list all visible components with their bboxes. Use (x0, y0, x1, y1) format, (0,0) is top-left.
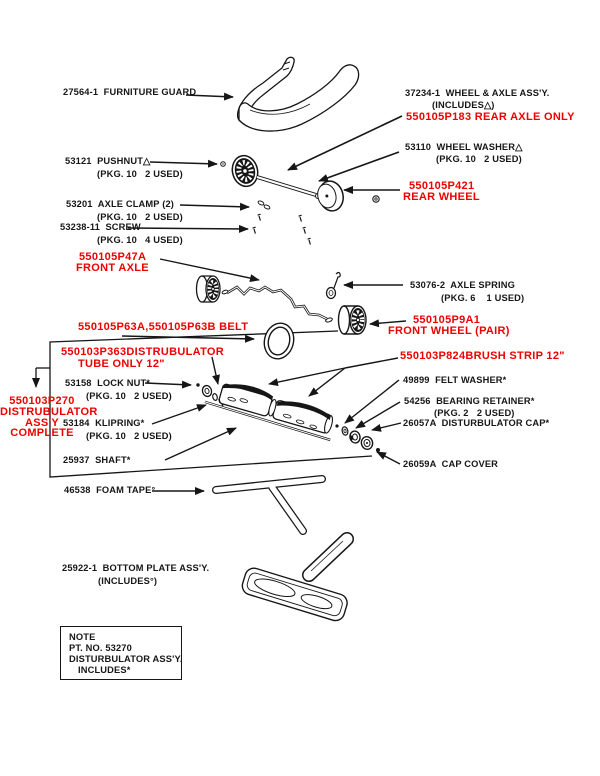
label-bottom-plate-includes: (INCLUDES°) (98, 576, 158, 586)
leader-pushnut (150, 162, 217, 164)
leader-wheel-washer (319, 152, 399, 181)
furniture-guard-drawing (238, 57, 359, 131)
label-axle-spring-pkg: (PKG. 6 1 USED) (441, 293, 525, 303)
leader-wheel-axle-assy (288, 116, 402, 170)
leader-felt-washer (345, 380, 399, 423)
bottom-plate-base (240, 566, 349, 623)
label-screw: 53238-11 SCREW (60, 222, 141, 232)
label-wheel-washer: 53110 WHEEL WASHER△ (405, 142, 523, 152)
label-klipring-pkg: (PKG. 10 2 USED) (86, 431, 172, 441)
label-wheel-axle-assy: 37234-1 WHEEL & AXLE ASS'Y. (405, 88, 550, 98)
foam-tape-drawing (216, 479, 322, 531)
cap-cover-part (376, 448, 380, 452)
axle-clamp-parts (258, 200, 271, 210)
label-tube-only-name: TUBE ONLY 12" (78, 358, 165, 370)
belt-drawing (261, 320, 298, 362)
label-rear-wheel-name: REAR WHEEL (403, 191, 480, 203)
label-tube-only-number: 550103P363DISTRUBULATOR (61, 346, 224, 358)
leader-bearing-retainer (356, 402, 400, 428)
label-furniture-guard: 27564-1 FURNITURE GUARD (63, 87, 197, 97)
brush-roll-drawing (196, 375, 380, 452)
label-front-axle-number: 550105P47A (79, 251, 147, 263)
label-dist-assy-number: 550103P270 (9, 395, 75, 407)
label-lock-nut-pkg: (PKG. 10 2 USED) (86, 391, 172, 401)
label-foam-tape: 46538 FOAM TAPE° (64, 485, 156, 495)
rear-wheel-part (315, 179, 347, 214)
leader-axle-clamp (180, 205, 249, 207)
label-belt: 550105P63A,550105P63B BELT (78, 321, 249, 333)
label-front-wheel-name: FRONT WHEEL (PAIR) (388, 325, 510, 337)
label-axle-clamp-pkg: (PKG. 10 2 USED) (97, 212, 183, 222)
leader-front-wheel (370, 321, 406, 324)
note-includes-line: INCLUDES* (78, 665, 131, 675)
leader-lock-nut (145, 383, 191, 385)
axle-spring-part (327, 273, 341, 299)
label-disturbulator-cap: 26057A DISTURBULATOR CAP* (403, 418, 550, 428)
leader-brush-strip-stem (345, 358, 398, 368)
label-klipring: 53184 KLIPRING* (63, 418, 145, 428)
label-felt-washer: 49899 FELT WASHER* (403, 375, 507, 385)
label-rear-axle-only: 550105P183 REAR AXLE ONLY (406, 111, 575, 123)
label-wheel-washer-pkg: (PKG. 10 2 USED) (436, 154, 522, 164)
label-shaft: 25937 SHAFT* (63, 455, 131, 465)
label-bearing-retainer-pkg: (PKG. 2 2 USED) (434, 408, 515, 418)
label-dist-assy-assy: ASS'Y (24, 417, 60, 429)
leader-cap-cover (377, 452, 400, 464)
end-grommet-part (201, 385, 213, 398)
leader-shaft (165, 428, 236, 460)
leader-tube-only (212, 357, 218, 384)
disturbulator-cap-part (360, 436, 374, 451)
bottom-plate-drawing (240, 539, 349, 623)
klipring-part (212, 393, 218, 401)
wheel-washer-part (373, 196, 379, 202)
note-assy-line: DISTURBULATOR ASS'Y. (69, 654, 183, 664)
note-title: NOTE (69, 632, 96, 642)
bearing-retainer-part (349, 430, 361, 444)
screw-parts (253, 214, 311, 244)
label-dist-assy-complete: COMPLETE (10, 427, 74, 439)
label-bearing-retainer: 54256 BEARING RETAINER* (404, 396, 535, 406)
label-pushnut-pkg: (PKG. 10 2 USED) (97, 169, 183, 179)
label-axle-spring: 53076-2 AXLE SPRING (410, 280, 515, 290)
label-bottom-plate: 25922-1 BOTTOM PLATE ASS'Y. (62, 563, 210, 573)
label-dist-assy-name: DISTRUBULATOR (0, 406, 98, 418)
label-rear-wheel-number: 550105P421 (409, 180, 475, 192)
label-front-axle-name: FRONT AXLE (76, 262, 149, 274)
label-wheel-axle-includes: (INCLUDES△) (432, 100, 495, 110)
label-lock-nut: 53158 LOCK NUT* (65, 378, 151, 388)
label-brush-strip: 550103P824BRUSH STRIP 12" (400, 350, 565, 362)
leader-disturbulator-cap (372, 423, 401, 430)
leader-klipring (152, 405, 206, 424)
rear-axle-assembly-drawing (221, 153, 379, 245)
label-front-wheel-number: 550105P9A1 (413, 314, 481, 326)
note-part-number: PT. NO. 53270 (69, 643, 132, 653)
label-axle-clamp: 53201 AXLE CLAMP (2) (66, 199, 175, 209)
leader-screw (128, 228, 248, 229)
label-cap-cover: 26059A CAP COVER (403, 459, 499, 469)
front-wheel-part (339, 306, 367, 334)
label-pushnut: 53121 PUSHNUT△ (65, 156, 151, 166)
front-left-wheel-part (197, 276, 221, 302)
lock-nut-part (196, 383, 199, 386)
felt-washer-part (341, 426, 348, 435)
label-screw-pkg: (PKG. 10 4 USED) (97, 235, 183, 245)
rear-spoked-wheel-part (229, 153, 261, 189)
